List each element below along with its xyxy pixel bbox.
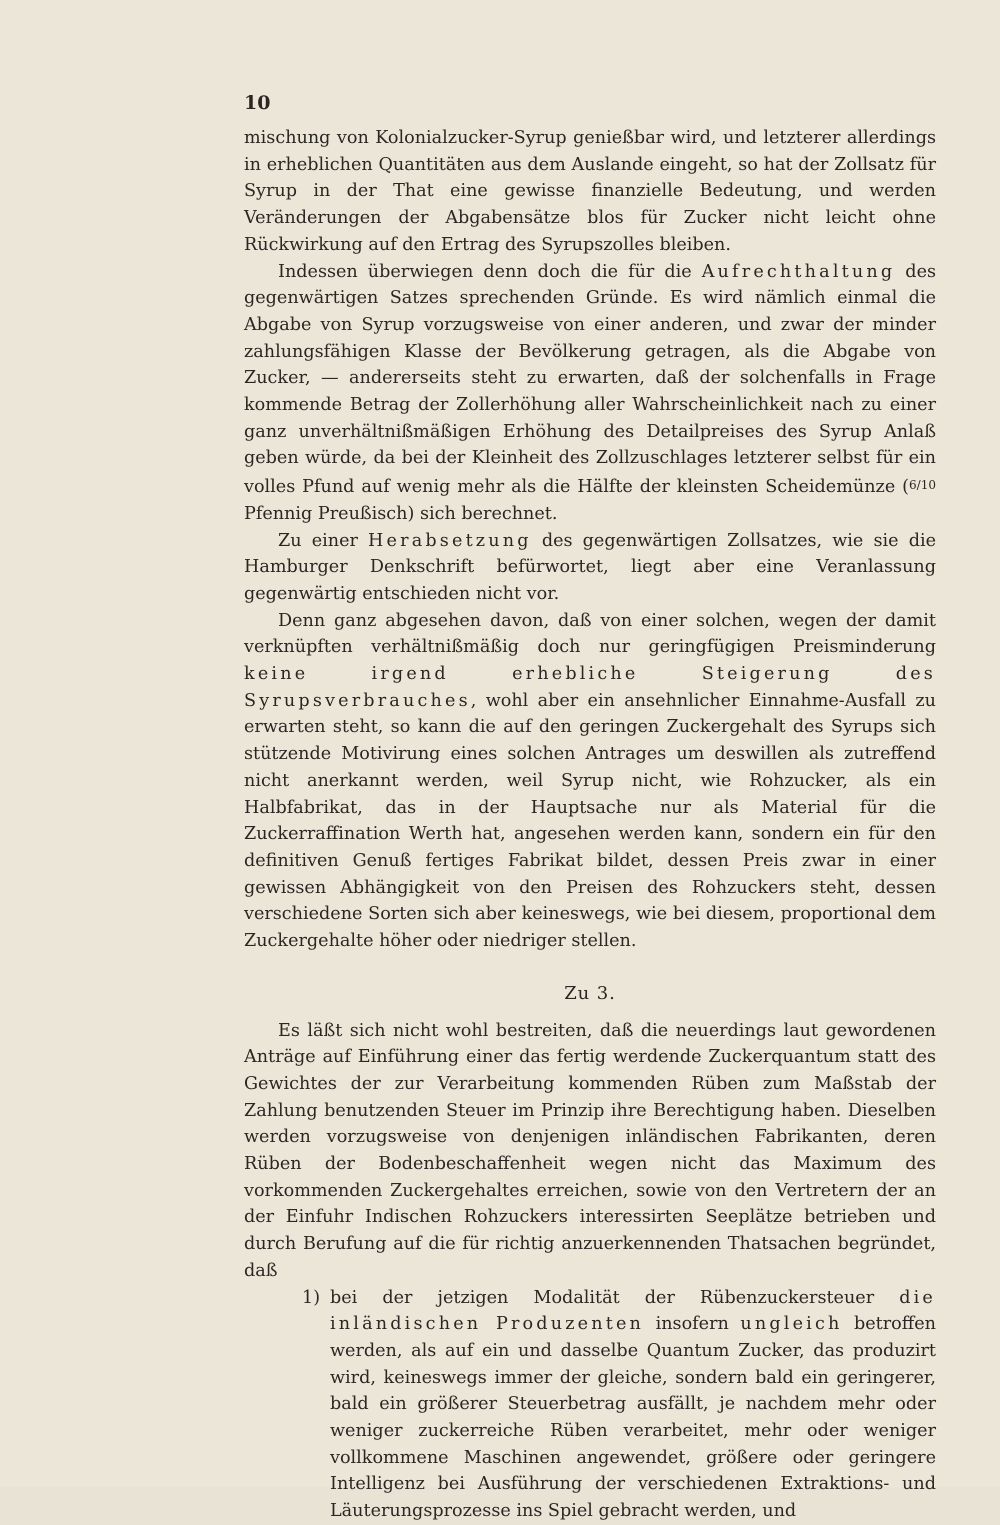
paragraph-3-text-b: des gegenwärtigen Zollsatzes, wie sie die Hamburger Denkschrift befürwortet, liegt aber eine Veranlassung gegenwärtig entschieden nicht vor. [244,530,936,604]
page-number: 10 [244,92,271,114]
list-item-text-b: insofern [644,1314,741,1335]
paragraph-4-text-b: , wohl aber ein ansehnlicher Einnahme-Ausfall zu erwarten steht, so kann die auf den geringen Zuckergehalt des Syrups sich stützende Motivirung eines solchen Antrages um deswillen als zutreffend nicht anerkannt werden, weil Syrup nicht, wie Rohzucker, als ein Halbfabrikat, das in der Hauptsache nur als Material für die Zuckerraffination Werth hat, angesehen werden kann, sondern ein für den definitiven Genuß fertiges Fabrikat bildet, dessen Preis zwar in einer gewissen Abhängigkeit von den Preisen des Rohzuckers steht, dessen verschiedene Sorten sich aber keineswegs, wie bei diesem, proportional dem Zuckergehalte höher oder niedriger stellen. [244,690,936,952]
paragraph-4-emphasis: keine irgend erhebliche Steigerung des Syrupsverbrauches [244,664,936,711]
paragraph-3-text-a: Zu einer [278,530,369,551]
body-text [244,125,936,1525]
list-item-text-c: betroffen werden, als auf ein und dasselbe Quantum Zucker, das produzirt wird, keineswegs immer der gleiche, sondern bald ein geringerer, bald ein größerer Steuerbetrag ausfällt, je nachdem mehr oder weniger zuckerreiche Rüben verarbeitet, mehr oder weniger vollkommene Maschinen angewendet, größere oder geringere Intelligenz bei Ausführung der verschiedenen Extraktions- und Läuterungsprozesse ins Spiel gebracht werden, und [330,1314,936,1522]
section-paragraph: Es läßt sich nicht wohl bestreiten, daß die neuerdings laut gewordenen Anträge auf Einführung einer das fertig werdende Zuckerquantum statt des Gewichtes der zur Verarbeitung kommenden Rüben zum Maßstab der Zahlung benutzenden Steuer im Prinzip ihre Berechtigung haben. Dieselben werden vorzugsweise von denjenigen inländischen Fabrikanten, deren Rüben der Bodenbeschaffenheit wegen nicht das Maximum des vorkommenden Zuckergehaltes erreichen, sowie von den Vertretern der an der Einfuhr Indischen Rohzuckers interessirten Seeplätze betrieben und durch Berufung auf die für richtig anzuerkennenden Thatsachen begründet, daß [244,1020,936,1281]
paragraph-1: mischung von Kolonialzucker-Syrup genießbar wird, und letzterer allerdings in erheblichen Quantitäten aus dem Auslande eingeht, so hat der Zollsatz für Syrup in der That eine gewisse finanzielle Bedeutung, und werden Veränderungen der Abgabensätze blos für Zucker nicht leicht ohne Rückwirkung auf den Ertrag des Syrupszolles bleiben. [244,128,936,255]
list-item-emphasis-2: ungleich [740,1314,843,1335]
paragraph-2-text-c: Pfennig Preußisch) sich berechnet. [244,503,558,524]
paragraph-2 [244,259,936,528]
paragraph-2-text-b: des gegenwärtigen Satzes sprechenden Gründe. Es wird nämlich einmal die Abgabe von Syrup vorzugsweise von einer anderen, und zwar der minder zahlungsfähigen Klasse der Bevölkerung getragen, als die Abgabe von Zucker, — andererseits steht zu erwarten, daß der solchenfalls in Frage kommende Betrag der Zollerhöhung aller Wahrscheinlichkeit nach zu einer ganz unverhältnißmäßigen Erhöhung des Detailpreises des Syrup Anlaß geben würde, da bei der Kleinheit des Zollzuschlages letzterer selbst für ein volles Pfund auf wenig mehr als die Hälfte der kleinsten Scheidemünze ( [244,261,937,498]
list-item [244,1285,936,1525]
paragraph-4-text-a: Denn ganz abgesehen davon, daß von einer solchen, wegen der damit verknüpften verhältnißmäßig doch nur geringfügigen Preisminderung [244,610,936,658]
paragraph-2-text-a: Indessen überwiegen denn doch die für die [278,261,702,282]
fraction: 6/10 [909,478,936,493]
paragraph-2-emphasis: Aufrechthaltung [701,261,896,282]
paragraph-3-emphasis: Herabsetzung [368,530,532,551]
list-item-emphasis-1: die inländischen Produzenten [330,1287,936,1335]
list-item-text-a: bei der jetzigen Modalität der Rübenzuckersteuer [330,1287,900,1308]
paragraph-4 [244,608,936,955]
section-heading: Zu 3. [564,982,616,1004]
paragraph-3 [244,528,936,608]
list-marker: 1) [302,1287,321,1308]
